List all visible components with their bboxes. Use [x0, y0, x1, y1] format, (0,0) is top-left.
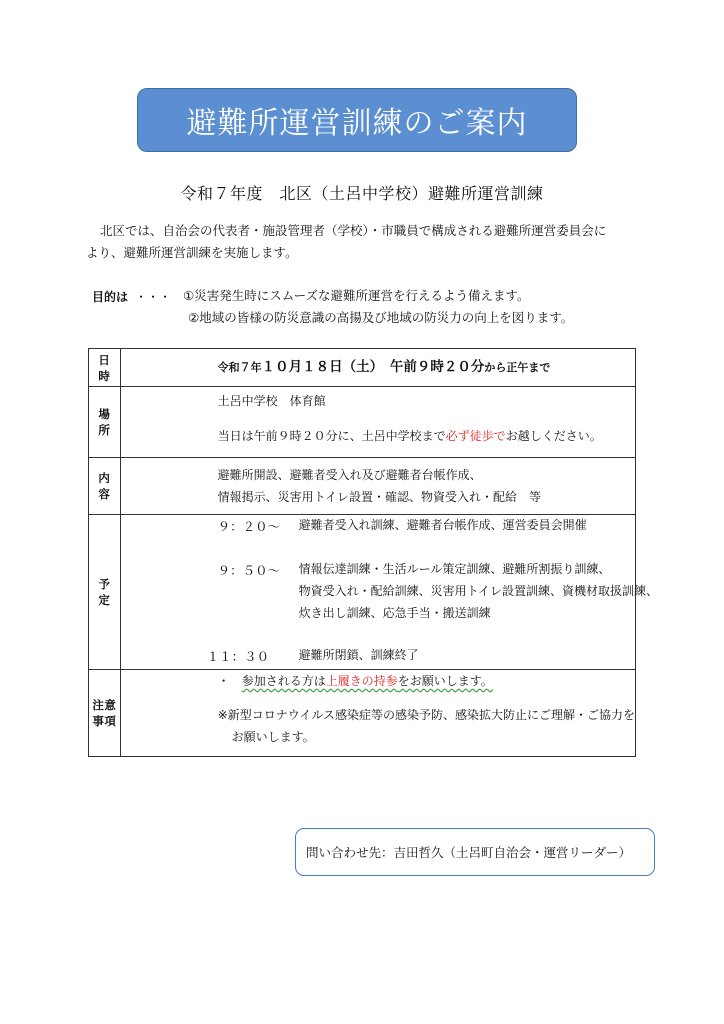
datetime-value: [121, 349, 635, 386]
indoor-shoes-emphasis: 上履きの持参: [325, 674, 398, 688]
notes-bullet: ・: [217, 674, 230, 688]
content-cell: [120, 458, 635, 515]
table-row-datetime: [89, 349, 636, 387]
walk-emphasis: 必ず徒歩で: [445, 429, 506, 443]
schedule-desc-3: 避難所閉鎖、訓練終了: [298, 648, 419, 662]
schedule-time-3: １１：３０: [206, 649, 270, 664]
datetime-suffix: から正午まで: [484, 361, 551, 374]
intro-line-2: より、避難所運営訓練を実施します。: [86, 245, 298, 260]
datetime-cell: [120, 349, 635, 387]
intro-line-1: 北区では、自治会の代表者・施設管理者（学校）・市職員で構成される避難所運営委員会に: [100, 223, 607, 238]
datetime-date: １０月１８日（土） 午前９時２０分: [261, 359, 485, 375]
contact-text: 問い合わせ先：吉田哲久（土呂町自治会・運営リーダー）: [306, 845, 632, 860]
contact-box: [295, 828, 655, 876]
datetime-prefix: 令和７年: [217, 361, 262, 374]
purpose-dots: ・・・: [135, 290, 172, 304]
purpose-label: 目的は: [92, 290, 129, 304]
notes-emphasis: 参加される方は上履きの持参をお願いします。: [241, 674, 493, 688]
notes-cell: [120, 670, 635, 757]
schedule-cell: [120, 515, 659, 670]
label-schedule: 予 定: [89, 515, 121, 670]
purpose-item-2: ②地域の皆様の防災意識の高揚及び地域の防災力の向上を図ります。: [188, 310, 574, 325]
label-place: 場 所: [89, 387, 121, 458]
schedule-desc-1: 避難者受入れ訓練、避難者台帳作成、運営委員会開催: [298, 518, 587, 532]
purpose-item-1: ①災害発生時にスムーズな避難所運営を行えるよう備えます。: [183, 288, 530, 303]
page-title-banner: [137, 88, 577, 152]
schedule-desc-2c: 炊き出し訓練、応急手当・搬送訓練: [298, 606, 491, 620]
table-row-schedule: [89, 515, 636, 670]
table-row-notes: [89, 670, 636, 757]
schedule-desc-2a: 情報伝達訓練・生活ルール策定訓練、避難所割振り訓練、: [298, 562, 611, 576]
table-row-place: [89, 387, 636, 458]
place-name: 土呂中学校 体育館: [217, 394, 326, 408]
intro-paragraph: [86, 220, 634, 264]
content-line-2: 情報掲示、災害用トイレ設置・確認、物資受入れ・配給 等: [217, 490, 542, 504]
label-content: 内 容: [89, 458, 121, 515]
table-row-content: [89, 458, 636, 515]
label-datetime: 日 時: [89, 349, 121, 387]
schedule-time-1: ９：２０〜: [217, 519, 281, 534]
schedule-desc-2b: 物資受入れ・配給訓練、災害用トイレ設置訓練、資機材取扱訓練、: [298, 584, 659, 598]
schedule-time-2: ９：５０〜: [217, 563, 281, 578]
place-note: 当日は午前９時２０分に、土呂中学校まで必ず徒歩でお越しください。: [217, 429, 602, 443]
notes-line-2: ※新型コロナウイルス感染症等の感染予防、感染拡大防止にご理解・ご協力を: [217, 708, 635, 722]
notes-line-1: [218, 670, 635, 692]
event-info-table: [88, 348, 659, 757]
label-notes: 注意事項: [89, 670, 121, 757]
page-title: 避難所運営訓練のご案内: [186, 106, 528, 141]
place-cell: [120, 387, 635, 458]
event-subtitle: 令和７年度 北区（土呂中学校）避難所運営訓練: [180, 184, 544, 203]
notes-line-3: お願いします。: [231, 730, 315, 744]
content-line-1: 避難所開設、避難者受入れ及び避難者台帳作成、: [217, 468, 482, 482]
